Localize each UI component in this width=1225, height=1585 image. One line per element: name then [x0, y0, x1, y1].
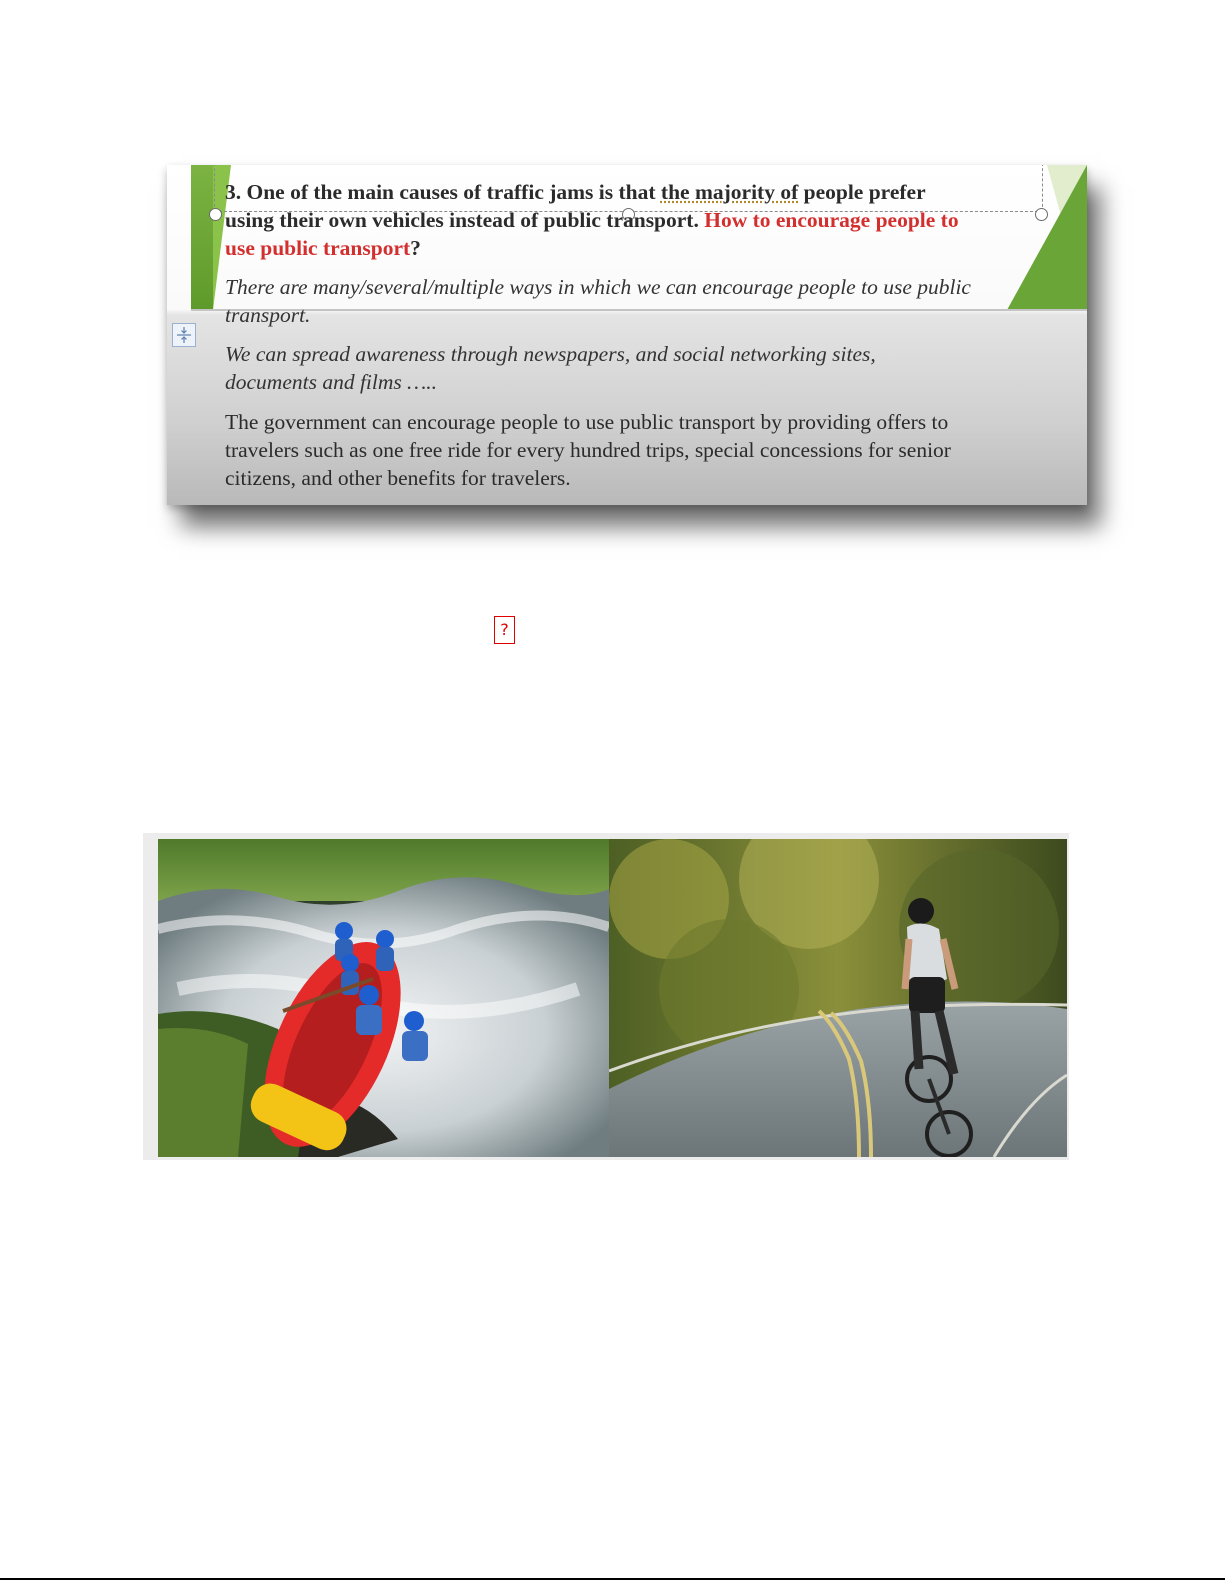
para2-line1: We can spread awareness through newspapers, and social networking sites, [225, 342, 876, 366]
missing-glyph-box: ? [494, 616, 515, 644]
green-accent-left [191, 165, 213, 310]
question-underlined: the majority of [660, 180, 799, 204]
page-bottom-rule [0, 1578, 1225, 1580]
question-mark: ? [410, 236, 421, 260]
para3-line3: citizens, and other benefits for travelers. [225, 466, 571, 490]
para3-line1: The government can encourage people to use public transport by providing offers to [225, 410, 949, 434]
resize-handle-right[interactable] [1035, 208, 1048, 221]
slide-image [167, 165, 1087, 505]
photo-collage [143, 833, 1069, 1160]
question-line-3 [225, 234, 421, 262]
question-red-line1: How to encourage people to [704, 208, 959, 232]
para1-line1: There are many/several/multiple ways in which we can encourage people to use public [225, 275, 971, 299]
expand-collapse-icon[interactable] [172, 323, 196, 347]
question-number: 3. [225, 180, 242, 204]
slide-divider [191, 309, 1087, 311]
cycling-photo [609, 839, 1067, 1157]
para3-line2: travelers such as one free ride for every hundred trips, special concessions for senior [225, 438, 951, 462]
question-text-part2: people prefer [803, 180, 926, 204]
question-text-line2: using their own vehicles instead of public transport. [225, 208, 699, 232]
rafting-photo [158, 839, 609, 1157]
question-line-1 [225, 178, 926, 206]
question-text-part1: One of the main causes of traffic jams is that [246, 180, 656, 204]
para1-line2: transport. [225, 303, 311, 327]
question-line-2 [225, 206, 959, 234]
question-red-line2: use public transport [225, 236, 411, 260]
resize-handle-left[interactable] [209, 208, 222, 221]
para2-line2: documents and films ….. [225, 370, 438, 394]
